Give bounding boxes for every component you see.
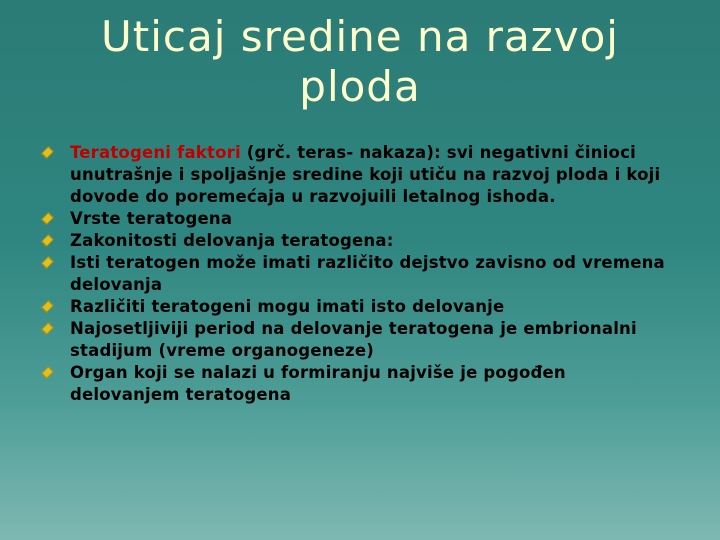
- bullet-list: [40, 142, 680, 406]
- diamond-bullet-icon: [41, 146, 54, 159]
- bullet-item: [40, 208, 680, 230]
- bullet-text: Zakonitosti delovanja teratogena:: [70, 231, 394, 250]
- bullet-text: Vrste teratogena: [70, 209, 233, 228]
- bullet-item: [40, 318, 680, 362]
- bullet-text: Najosetljiviji period na delovanje teratogena je embrionalni stadijum (vreme organogeneze): [70, 319, 637, 360]
- bullet-item: [40, 296, 680, 318]
- diamond-bullet-icon: [41, 366, 54, 379]
- diamond-bullet-icon: [41, 234, 54, 247]
- bullet-item: [40, 252, 680, 296]
- slide-title: Uticaj sredine na razvoj ploda: [101, 12, 619, 111]
- bullet-text: Različiti teratogeni mogu imati isto delovanje: [70, 297, 505, 316]
- bullet-text: (grč. teras- nakaza): svi negativni činioci unutrašnje i spoljašnje sredine koji utiču na razvoj ploda i koji dovode do poremećaja u razvojuili letalnog ishoda.: [70, 143, 661, 206]
- bullet-item: [40, 230, 680, 252]
- bullet-text: Organ koji se nalazi u formiranju najviše je pogođen delovanjem teratogena: [70, 363, 566, 404]
- diamond-bullet-icon: [41, 300, 54, 313]
- diamond-bullet-icon: [41, 322, 54, 335]
- bullet-text: Isti teratogen može imati različito dejstvo zavisno od vremena delovanja: [70, 253, 665, 294]
- bullet-highlight: Teratogeni faktori: [70, 143, 241, 162]
- diamond-bullet-icon: [41, 256, 54, 269]
- bullet-item: [40, 142, 680, 208]
- bullet-item: [40, 362, 680, 406]
- diamond-bullet-icon: [41, 212, 54, 225]
